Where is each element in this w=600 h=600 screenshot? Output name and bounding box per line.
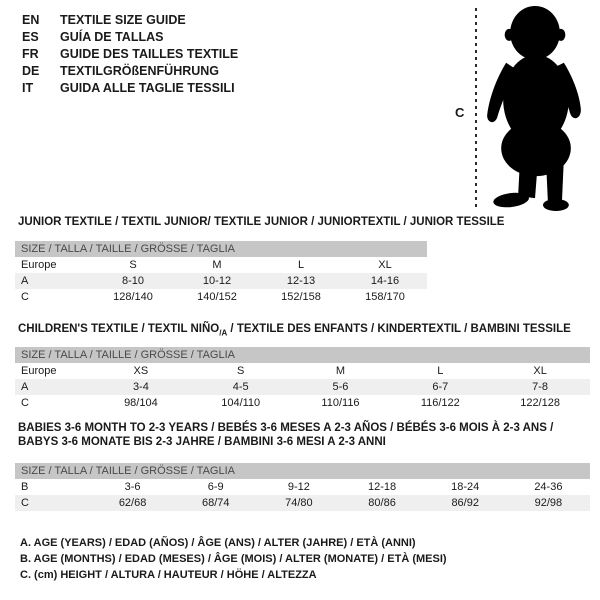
language-row-it: [22, 80, 238, 97]
size-header-bar: SIZE / TALLA / TAILLE / GRÖSSE / TAGLIA: [15, 241, 427, 257]
size-cell: XS: [133, 365, 149, 377]
table-row: [15, 479, 590, 495]
size-header-bar: SIZE / TALLA / TAILLE / GRÖSSE / TAGLIA: [15, 347, 590, 363]
table-row: [15, 363, 590, 379]
size-cell: M: [335, 365, 346, 377]
table-row: [15, 495, 590, 511]
legend: [20, 535, 447, 583]
baby-silhouette-icon: [482, 3, 594, 212]
age-cell: 12-18: [367, 481, 397, 493]
children-table-title: [18, 322, 571, 340]
babies-size-table: [15, 463, 590, 511]
age-cell: 3-4: [132, 381, 149, 393]
age-cell: 14-16: [370, 275, 400, 287]
age-cell: 4-5: [232, 381, 249, 393]
age-cell: 18-24: [451, 481, 480, 493]
height-cell: 140/152: [197, 291, 237, 303]
age-cell: 12-13: [286, 275, 316, 287]
size-cell: S: [237, 365, 245, 377]
height-cell: 128/140: [113, 291, 153, 303]
size-cell: S: [129, 259, 137, 271]
row-label: Europe: [21, 259, 57, 271]
row-label: C: [21, 397, 29, 409]
height-cell: 68/74: [201, 497, 230, 509]
table-row: [15, 379, 590, 395]
babies-title-line2: BABYS 3-6 MONATE BIS 2-3 JAHRE / BAMBINI 3-6 MESI A 2-3 ANNI: [18, 436, 386, 448]
language-code: DE: [22, 64, 40, 78]
language-code: EN: [22, 13, 40, 27]
row-label: A: [21, 381, 29, 393]
row-label: C: [21, 497, 29, 509]
language-code: IT: [22, 81, 34, 95]
height-cell: 104/110: [221, 397, 261, 409]
language-title: GUIDE DES TAILLES TEXTILE: [60, 47, 239, 61]
height-cell: 86/92: [451, 497, 479, 509]
height-measure-line: [475, 8, 477, 210]
age-cell: 3-6: [124, 481, 141, 493]
age-cell: 5-6: [332, 381, 349, 393]
language-row-en: [22, 12, 238, 29]
height-label: C: [455, 105, 465, 120]
legend-line-c: C. (cm) HEIGHT / ALTURA / HAUTEUR / HÖHE / ALTEZZA: [20, 569, 317, 581]
size-cell: M: [212, 259, 222, 271]
age-cell: 8-10: [121, 275, 145, 287]
children-title-post: / TEXTILE DES ENFANTS / KINDERTEXTIL / BAMBINI TESSILE: [227, 323, 571, 335]
height-cell: 158/170: [365, 291, 405, 303]
row-label: Europe: [21, 365, 57, 377]
legend-line-a: A. AGE (YEARS) / EDAD (AÑOS) / ÂGE (ANS) / ALTER (JAHRE) / ETÀ (ANNI): [20, 537, 416, 549]
size-cell: L: [437, 365, 444, 377]
junior-table-title: JUNIOR TEXTILE / TEXTIL JUNIOR/ TEXTILE JUNIOR / JUNIORTEXTIL / JUNIOR TESSILE: [18, 216, 505, 228]
language-code: ES: [22, 30, 39, 44]
height-cell: 80/86: [368, 497, 396, 509]
language-title: GUÍA DE TALLAS: [60, 30, 164, 44]
language-title: TEXTILGRÖßENFÜHRUNG: [60, 64, 220, 78]
row-label: B: [21, 481, 29, 493]
age-cell: 6-9: [207, 481, 224, 493]
size-header-bar: SIZE / TALLA / TAILLE / GRÖSSE / TAGLIA: [15, 463, 590, 479]
row-label: A: [21, 275, 29, 287]
height-cell: 62/68: [118, 497, 147, 509]
children-title-sub: /A: [219, 328, 228, 338]
row-label: C: [21, 291, 29, 303]
age-cell: 6-7: [432, 381, 449, 393]
legend-line-b: B. AGE (MONTHS) / EDAD (MESES) / ÂGE (MOIS) / ALTER (MONATE) / ETÀ (MESI): [20, 553, 447, 565]
table-row: [15, 257, 427, 273]
junior-size-table: [15, 241, 427, 305]
babies-title-line1: BABIES 3-6 MONTH TO 2-3 YEARS / BEBÉS 3-6 MESES A 2-3 AÑOS / BÉBÉS 3-6 MOIS À 2-3 ANS /: [18, 422, 554, 434]
babies-table-title: [18, 421, 553, 449]
age-cell: 24-36: [534, 481, 563, 493]
children-title-pre: CHILDREN'S TEXTILE / TEXTIL NIÑO: [18, 323, 220, 335]
size-cell: XL: [533, 365, 547, 377]
height-cell: 116/122: [420, 397, 460, 409]
children-size-table: [15, 347, 590, 411]
size-cell: L: [297, 259, 305, 271]
language-title: TEXTILE SIZE GUIDE: [60, 13, 186, 27]
height-cell: 152/158: [281, 291, 321, 303]
height-cell: 92/98: [534, 497, 563, 509]
language-row-fr: [22, 46, 238, 63]
age-cell: 9-12: [287, 481, 310, 493]
table-row: [15, 273, 427, 289]
table-row: [15, 395, 590, 411]
height-cell: 110/116: [321, 397, 360, 409]
age-cell: 10-12: [202, 275, 232, 287]
size-cell: XL: [378, 259, 392, 271]
height-cell: 98/104: [124, 397, 158, 409]
table-row: [15, 289, 427, 305]
language-code: FR: [22, 47, 39, 61]
language-row-de: [22, 63, 238, 80]
height-cell: 74/80: [285, 497, 313, 509]
language-row-es: [22, 29, 238, 46]
language-list: [22, 12, 238, 97]
age-cell: 7-8: [532, 381, 549, 393]
height-cell: 122/128: [520, 397, 560, 409]
language-title: GUIDA ALLE TAGLIE TESSILI: [60, 81, 235, 95]
